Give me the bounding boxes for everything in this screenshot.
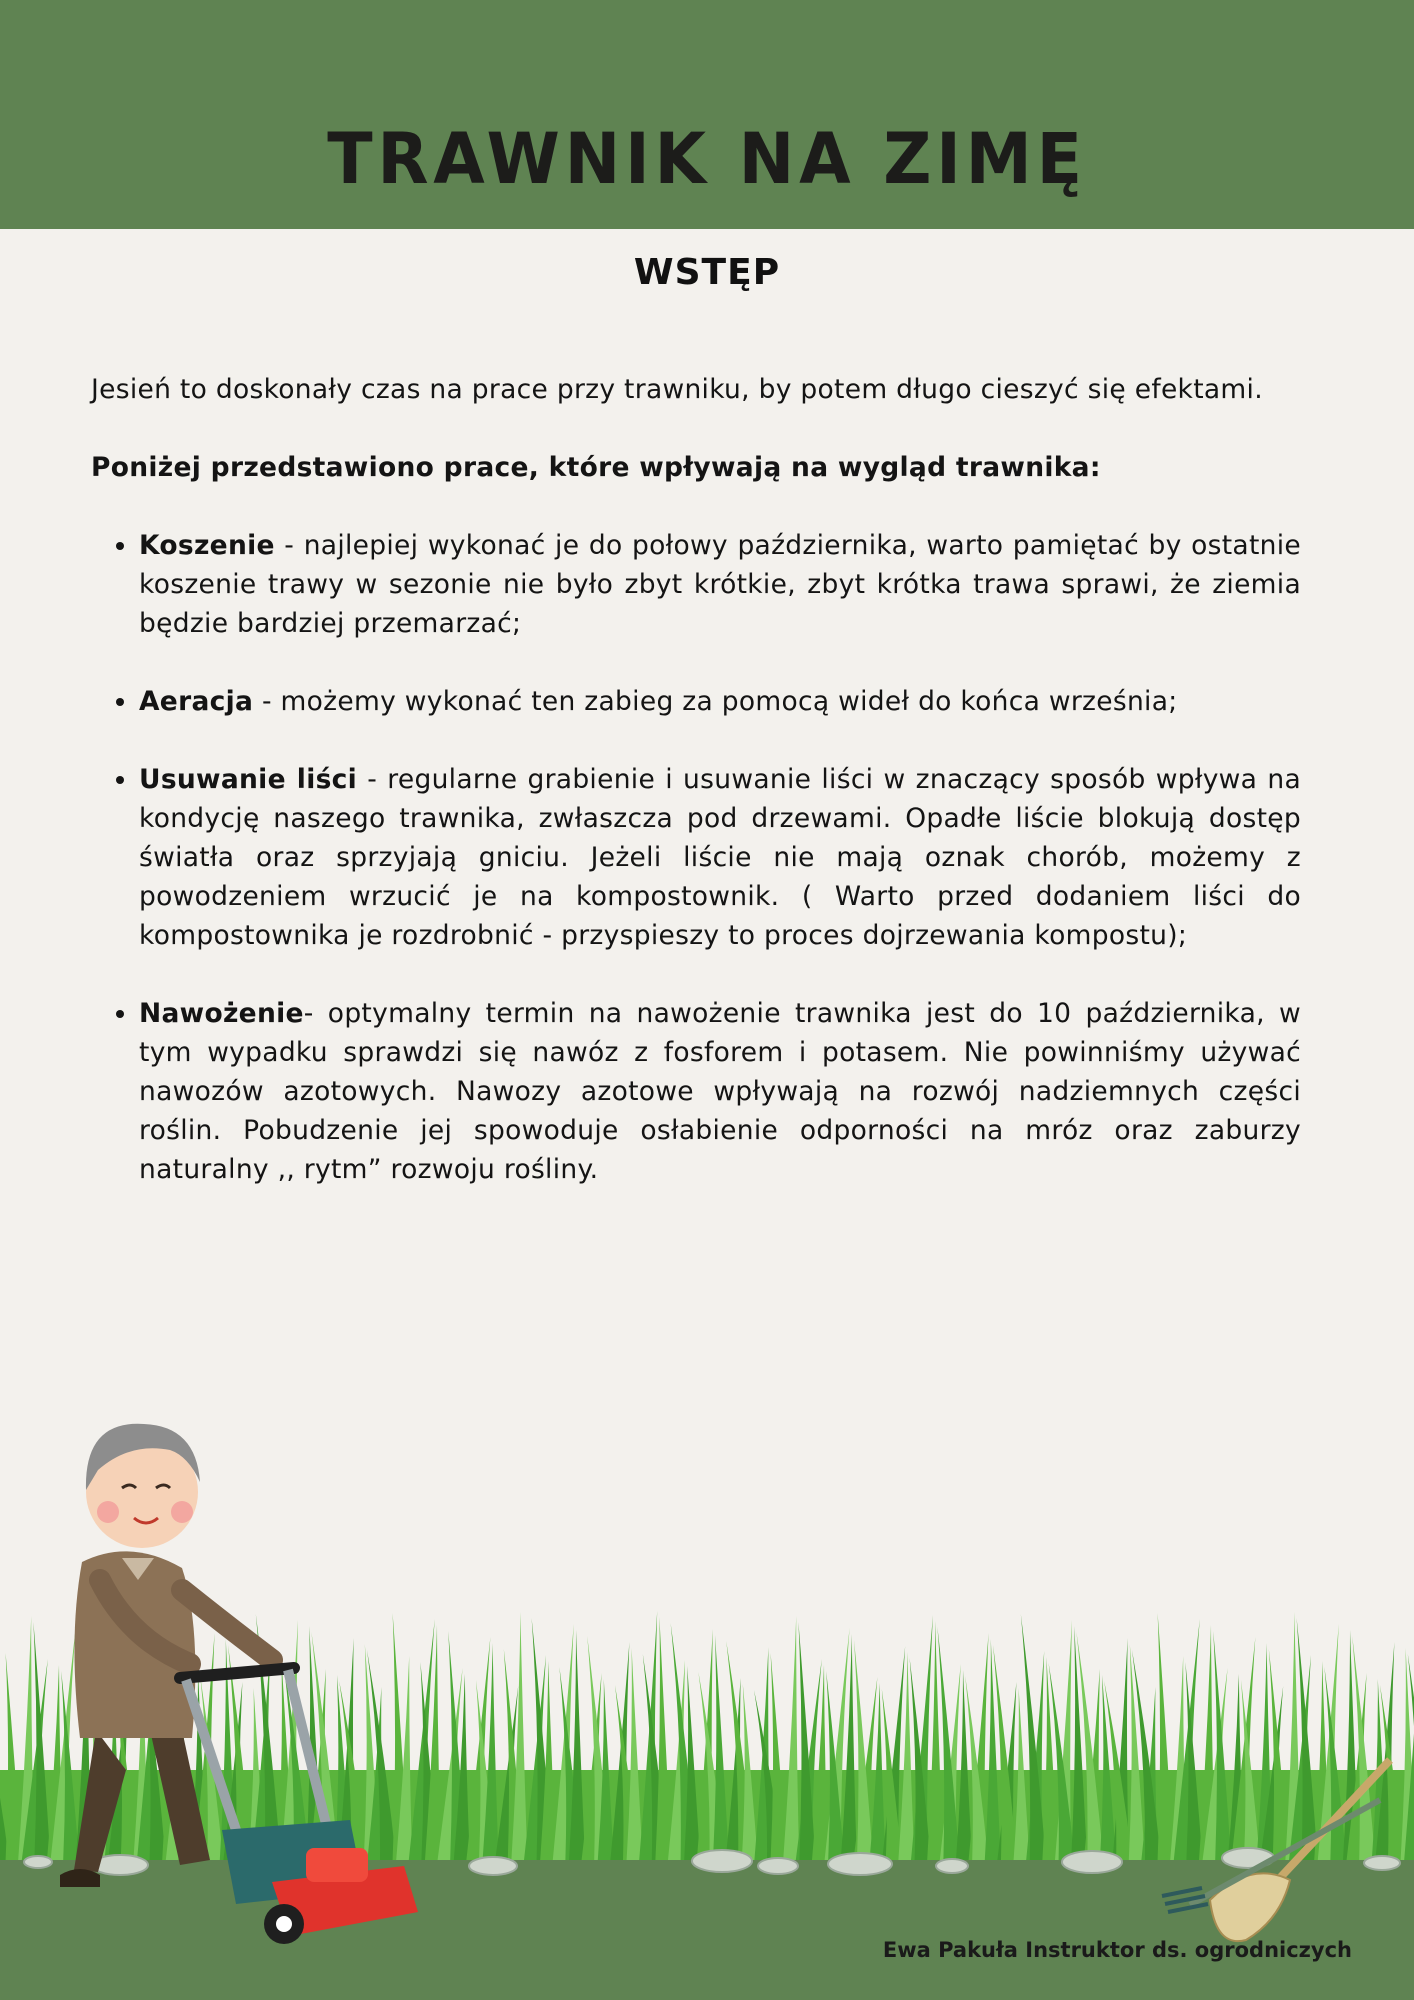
item-term: Usuwanie liści	[139, 764, 358, 795]
grass-field	[0, 1611, 1414, 1860]
item-text: - regularne grabienie i usuwanie liści w znaczący sposób wpływa na kondycję naszego trawnika, zwłaszcza pod drzewami. Opadłe liście blokują dostęp światła oraz sprzyjają gniciu. Jeżeli liście nie mają oznak chorób, możemy z powodzeniem wrzucić je na kompostownik. ( Warto przed dodaniem liści do kompostownika je rozdrobnić - przyspieszy to proces dojrzewania kompostu);	[139, 764, 1301, 951]
grass-blade	[483, 1643, 499, 1860]
tasks-list	[91, 526, 1301, 1189]
grass-blade	[985, 1639, 1001, 1860]
item-text: - możemy wykonać ten zabieg za pomocą wideł do końca września;	[253, 686, 1178, 717]
grass-blade	[627, 1648, 643, 1860]
section-title: WSTĘP	[633, 252, 781, 293]
grass-blade	[771, 1653, 787, 1860]
lawn-illustration	[0, 1300, 1414, 2000]
grass-blade	[33, 1622, 50, 1860]
author-credit: Ewa Pakuła Instruktor ds. ogrodniczych	[882, 1938, 1352, 1962]
list-item-nawozenie	[139, 994, 1301, 1189]
document-body	[91, 370, 1301, 1228]
item-text: - optymalny termin na nawożenie trawnika jest do 10 października, w tym wypadku sprawdzi się nawóz z fosforem i potasem. Nie powinniśmy używać nawozów azotowych. Nawozy azotowe wpływają na rozwój nadziemnych części roślin. Pobudzenie jej spowoduje osłabienie odporności na mróz oraz zaburzy naturalny ,, rytm” rozwoju rośliny.	[139, 998, 1301, 1185]
list-item-usuwanie-lisci	[139, 760, 1301, 955]
page-title: TRAWNIK NA ZIMĘ	[327, 118, 1087, 200]
grass-blade	[841, 1634, 857, 1860]
grass-blade	[1158, 1613, 1174, 1860]
grass-blade	[6, 1653, 22, 1860]
grass-blade	[713, 1635, 729, 1860]
intro-paragraph: Jesień to doskonały czas na prace przy trawniku, by potem długo cieszyć się efektami.	[91, 374, 1263, 405]
lead-paragraph: Poniżej przedstawiono prace, które wpływają na wygląd trawnika:	[91, 452, 1101, 483]
item-term: Nawożenie	[139, 998, 304, 1029]
ground	[0, 1856, 1414, 2000]
list-item-koszenie	[139, 526, 1301, 643]
item-text: - najlepiej wykonać je do połowy października, warto pamiętać by ostatnie koszenie trawy w sezonie nie było zbyt krótkie, zbyt krótka trawa sprawi, że ziemia będzie bardziej przemarzać;	[139, 530, 1301, 639]
grass-blade	[1042, 1657, 1058, 1860]
grass-blade	[1071, 1626, 1087, 1860]
list-item-aeracja	[139, 682, 1301, 721]
item-term: Aeracja	[139, 686, 254, 717]
grass-blade	[655, 1617, 671, 1860]
item-term: Koszenie	[139, 530, 275, 561]
